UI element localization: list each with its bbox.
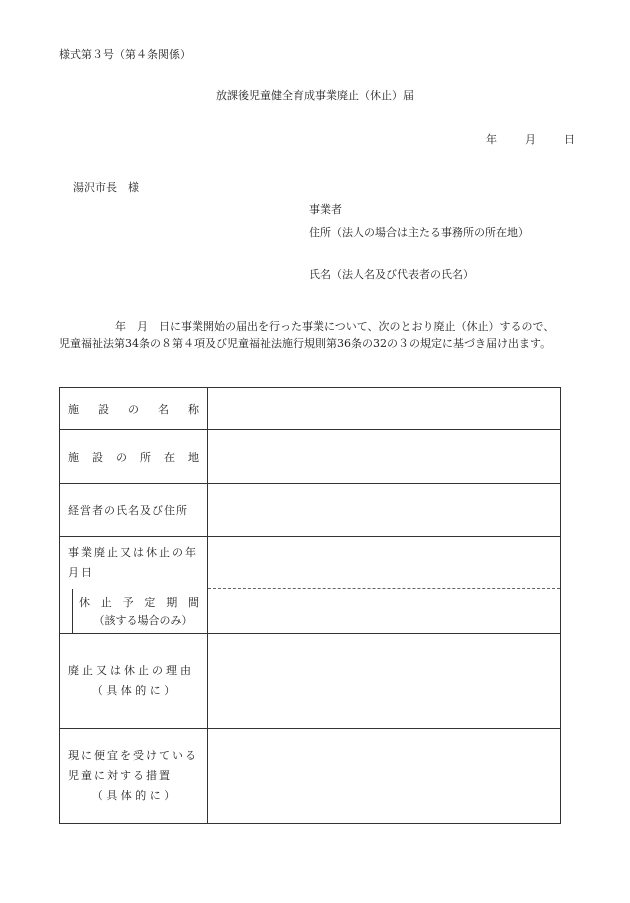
table-row [60,484,561,537]
body-text: 年 月 日に事業開始の届出を行った事業について、次のとおり廃止（休止）するので、児童福祉法第34条の８第４項及び児童福祉法施行規則第36条の32の３の規定に基づき届け出ます。 [59,320,555,350]
addressee: 湯沢市長 様 [73,181,139,194]
table-row [60,589,561,634]
child-measures-field[interactable] [208,728,561,823]
sender-block [309,198,529,244]
form-number: 様式第３号（第４条関係） [59,48,191,61]
operator-name-address-label: 経営者の氏名及び住所 [60,484,208,537]
sender-org-label: 事業者 [309,203,342,216]
sender-address-label: 住所（法人の場合は主たる事務所の所在地） [309,226,529,239]
facility-location-label: 施 設 の 所 在 地 [60,430,208,484]
date-year-label: 年 [486,133,497,146]
closure-date-field[interactable] [208,537,561,589]
body-paragraph [59,318,564,352]
facility-name-field[interactable] [208,388,561,430]
closure-reason-field[interactable] [208,633,561,728]
suspension-period-field[interactable] [208,589,561,634]
table-row [60,633,561,728]
table-row [60,537,561,589]
date-line [486,131,575,147]
document-title: 放課後児童健全育成事業廃止（休止）届 [216,89,414,102]
table-row [60,388,561,430]
table-row [60,430,561,484]
operator-name-address-field[interactable] [208,484,561,537]
date-month-label: 月 [525,133,536,146]
facility-location-field[interactable] [208,430,561,484]
sender-name-label: 氏名（法人名及び代表者の氏名） [309,268,474,281]
form-table [59,387,561,824]
table-row [60,728,561,823]
date-day-label: 日 [564,133,575,146]
suspension-period-label: 休 止 予 定 期 間 （該する場合のみ） [60,589,208,634]
closure-reason-label: 廃止又は休止の理由 （ 具 体 的 に ） [60,633,208,728]
facility-name-label: 施 設 の 名 称 [60,388,208,430]
child-measures-label: 現に便宜を受けている児童に対する措置 （ 具 体 的 に ） [60,728,208,823]
closure-date-label: 事業廃止又は休止の年月日 [60,537,208,589]
